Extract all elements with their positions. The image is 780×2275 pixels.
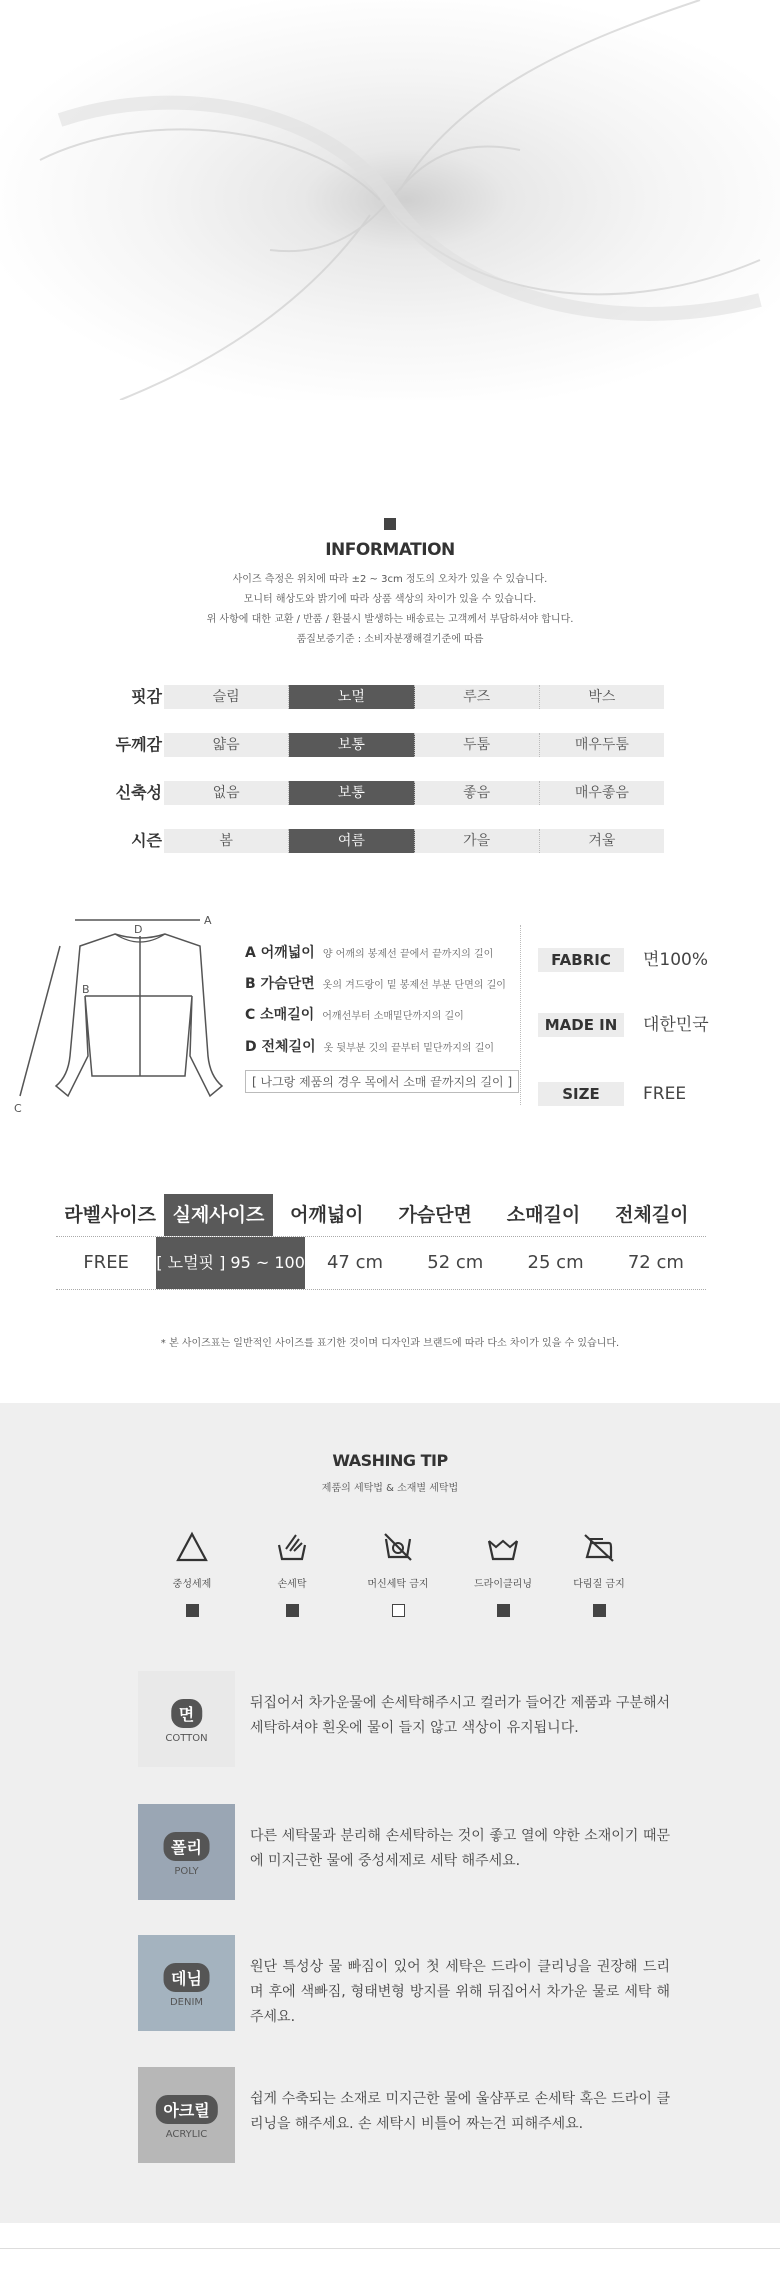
fabric-denim <box>138 1935 698 2031</box>
divider <box>0 2248 780 2249</box>
spec-value: 면100% <box>643 950 709 970</box>
spec-value: 대한민국 <box>643 1015 709 1035</box>
fabric-swatch <box>138 2067 235 2163</box>
attribute-option: 가을 <box>415 829 540 853</box>
fabric-en-name: DENIM <box>169 1997 204 2008</box>
attribute-option-selected: 보통 <box>289 781 414 805</box>
fabric-swatch <box>138 1804 235 1900</box>
wash-tip-indicator <box>593 1604 606 1617</box>
measurement-item <box>245 1004 464 1024</box>
mark-b-label: B <box>82 983 90 996</box>
fabric-cotton <box>138 1671 698 1767</box>
attribute-option-selected: 노멀 <box>289 685 414 709</box>
spec-value: FREE <box>643 1084 687 1104</box>
attribute-label: 핏감 <box>131 687 162 706</box>
spec-key: SIZE <box>538 1082 624 1106</box>
wash-tip-dry-clean <box>458 1529 548 1617</box>
measurement-key: B 가슴단면 <box>245 976 315 992</box>
size-table-header <box>56 1194 706 1236</box>
triangle-icon <box>174 1529 210 1565</box>
wash-tip-label: 머신세탁 금지 <box>367 1579 429 1590</box>
info-line: 사이즈 측정은 위치에 따라 ±2 ~ 3cm 정도의 오차가 있을 수 있습니다. <box>232 574 548 585</box>
attribute-option-selected: 여름 <box>289 829 414 853</box>
measurement-key: C 소매길이 <box>245 1007 315 1023</box>
size-cell: [ 노멀핏 ] 95 ~ 100 <box>156 1237 305 1289</box>
fabric-care-text: 다른 세탁물과 분리해 손세탁하는 것이 좋고 열에 약한 소재이기 때문에 미지근한 물에 중성세제로 세탁 해주세요. <box>250 1828 670 1869</box>
measurement-desc: 옷의 겨드랑이 밑 봉제선 부분 단면의 길이 <box>322 980 506 991</box>
size-header-cell: 전체길이 <box>615 1204 689 1226</box>
attribute-row-season <box>80 827 680 855</box>
measurement-item <box>245 973 506 993</box>
size-header-cell: 라벨사이즈 <box>64 1204 157 1226</box>
no-iron-icon <box>581 1529 617 1565</box>
washing-title: WASHING TIP <box>332 1451 448 1470</box>
fabric-name: 폴리 <box>163 1832 210 1861</box>
attribute-option: 없음 <box>164 781 289 805</box>
measurement-item <box>245 942 493 962</box>
attribute-option: 루즈 <box>415 685 540 709</box>
fabric-name: 아크릴 <box>155 2095 217 2124</box>
no-machine-wash-icon <box>380 1529 416 1565</box>
attribute-option: 봄 <box>164 829 289 853</box>
wash-tip-indicator <box>392 1604 405 1617</box>
table-row <box>56 1237 706 1289</box>
dry-clean-icon <box>485 1529 521 1565</box>
hero-fabric-image <box>0 0 780 400</box>
size-cell: 52 cm <box>427 1252 484 1273</box>
attribute-option: 매우두툼 <box>574 737 629 753</box>
fabric-en-name: ACRYLIC <box>165 2129 208 2140</box>
attribute-option-selected: 보통 <box>289 733 414 757</box>
hand-wash-icon <box>274 1529 310 1565</box>
washing-tip-section <box>0 1403 780 2223</box>
fabric-acrylic <box>138 2067 698 2163</box>
fabric-en-name: COTTON <box>165 1733 208 1744</box>
wash-tip-indicator <box>286 1604 299 1617</box>
size-cell: 25 cm <box>527 1252 584 1273</box>
info-line: 품질보증기준 : 소비자분쟁해결기준에 따름 <box>296 634 484 645</box>
attribute-option: 슬림 <box>164 685 289 709</box>
fabric-care-text: 쉽게 수축되는 소재로 미지근한 물에 울샴푸로 손세탁 혹은 드라이 클리닝을 해주세요. 손 세탁시 비틀어 짜는건 피해주세요. <box>250 2091 670 2132</box>
information-section <box>0 518 780 650</box>
attribute-label: 시즌 <box>131 831 162 850</box>
attribute-option: 겨울 <box>588 833 616 849</box>
size-cell: FREE <box>83 1252 129 1273</box>
attribute-option: 박스 <box>588 689 616 705</box>
wash-tip-indicator <box>497 1604 510 1617</box>
wash-tip-hand-wash <box>247 1529 337 1617</box>
attribute-option: 두툼 <box>415 733 540 757</box>
attribute-option: 좋음 <box>415 781 540 805</box>
wash-tip-label: 중성세제 <box>172 1579 212 1590</box>
size-header-cell: 실제사이즈 <box>164 1194 272 1236</box>
attribute-option: 얇음 <box>164 733 289 757</box>
wash-tip-label: 다림질 금지 <box>573 1579 625 1590</box>
fabric-name: 면 <box>171 1699 202 1728</box>
wash-tip-indicator <box>186 1604 199 1617</box>
size-disclaimer: * 본 사이즈표는 일반적인 사이즈를 표기한 것이며 디자인과 브랜드에 따라 다소 차이가 있을 수 있습니다. <box>160 1338 620 1349</box>
measurement-key: D 전체길이 <box>245 1039 316 1055</box>
fabric-en-name: POLY <box>174 1866 199 1877</box>
fabric-swatch <box>138 1935 235 2031</box>
measurement-key: A 어깨넓이 <box>245 945 315 961</box>
divider <box>520 925 522 1105</box>
attribute-label: 두께감 <box>115 735 162 754</box>
raglan-note: [ 나그랑 제품의 경우 목에서 소매 끝까지의 길이 ] <box>245 1070 519 1093</box>
wash-tip-label: 드라이클리닝 <box>474 1579 532 1590</box>
mark-c-label: C <box>14 1102 22 1115</box>
fabric-swatch <box>138 1671 235 1767</box>
mark-d-label: D <box>134 923 143 936</box>
size-table <box>56 1194 706 1290</box>
washing-subtitle: 제품의 세탁법 & 소재별 세탁법 <box>321 1483 459 1494</box>
fabric-name: 데님 <box>163 1963 210 1992</box>
section-marker <box>384 518 396 530</box>
info-line: 위 사항에 대한 교환 / 반품 / 환불시 발생하는 배송료는 고객께서 부담하셔야 합니다. <box>206 614 574 625</box>
measurement-desc: 어깨선부터 소매밑단까지의 길이 <box>322 1011 464 1022</box>
attribute-row-fit <box>80 683 680 711</box>
fabric-poly <box>138 1804 698 1900</box>
measurement-item <box>245 1036 494 1056</box>
wash-tip-neutral-detergent <box>147 1529 237 1617</box>
fabric-care-text: 원단 특성상 물 빠짐이 있어 첫 세탁은 드라이 클리닝을 권장해 드리며 후에 색빠짐, 형태변형 방지를 위해 뒤집어서 차가운 물로 세탁 해주세요. <box>250 1959 670 2025</box>
size-cell: 47 cm <box>326 1252 384 1273</box>
measurement-desc: 옷 뒷부분 깃의 끝부터 밑단까지의 길이 <box>323 1043 495 1054</box>
fabric-care-text: 뒤집어서 차가운물에 손세탁해주시고 컬러가 들어간 제품과 구분해서 세탁하셔야 흰옷에 물이 들지 않고 색상이 유지됩니다. <box>250 1695 670 1736</box>
wash-tip-no-iron <box>554 1529 644 1617</box>
attribute-option: 매우좋음 <box>574 785 629 801</box>
wash-tip-label: 손세탁 <box>277 1579 307 1590</box>
spec-key: MADE IN <box>538 1013 624 1037</box>
spec-key: FABRIC <box>538 948 624 972</box>
size-header-cell: 가슴단면 <box>398 1204 472 1226</box>
info-line: 모니터 해상도와 밝기에 따라 상품 색상의 차이가 있을 수 있습니다. <box>243 594 537 605</box>
attribute-row-stretch <box>80 779 680 807</box>
attribute-row-thickness <box>80 731 680 759</box>
size-header-cell: 소매길이 <box>506 1204 581 1226</box>
garment-diagram <box>10 906 230 1116</box>
size-cell: 72 cm <box>627 1252 684 1273</box>
information-title: INFORMATION <box>325 540 455 560</box>
measurement-desc: 양 어깨의 봉제선 끝에서 끝까지의 길이 <box>322 949 494 960</box>
attribute-label: 신축성 <box>115 783 162 802</box>
wash-tip-no-machine <box>353 1529 443 1617</box>
size-header-cell: 어깨넓이 <box>290 1204 364 1226</box>
mark-a-label: A <box>204 914 212 927</box>
